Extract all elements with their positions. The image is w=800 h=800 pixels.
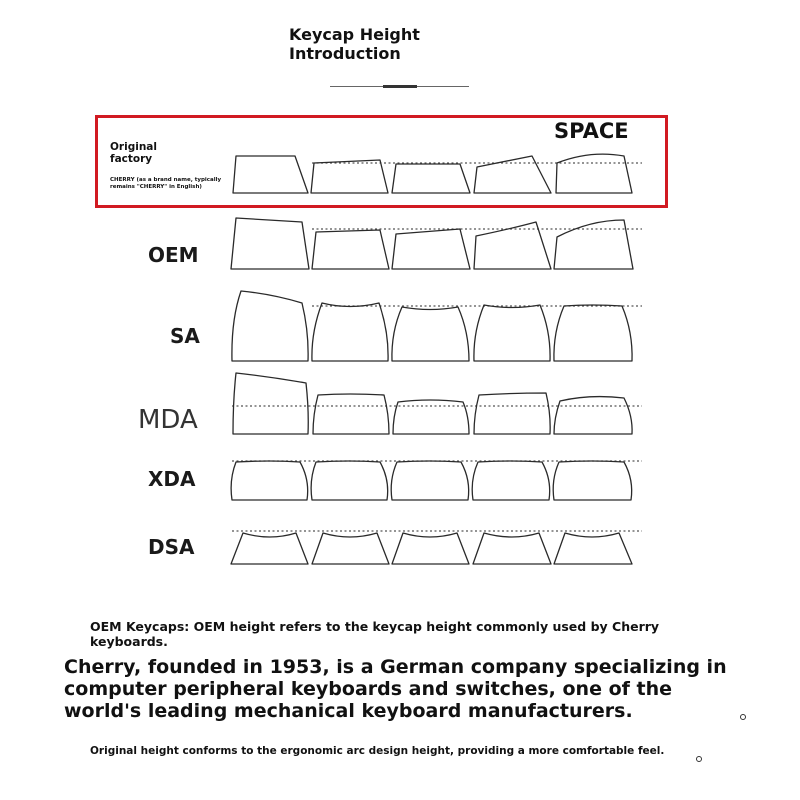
oem-keycap-1 (231, 218, 309, 269)
profile-label-mda: MDA (138, 405, 198, 435)
space-label: SPACE (554, 119, 629, 143)
mda-keycap-4 (474, 393, 550, 434)
page-title: Keycap Height Introduction (289, 25, 420, 63)
xda-keycap-4 (472, 461, 550, 500)
ergonomic-caption: Original height conforms to the ergonomic arc design height, providing a more comfortable feel. (90, 745, 665, 757)
decorative-circle (696, 756, 702, 762)
dsa-keycap-2 (312, 533, 389, 564)
dsa-keycap-5 (554, 533, 632, 564)
sa-keycap-4 (474, 305, 550, 361)
profile-label-sa: SA (170, 324, 200, 348)
sa-keycap-1 (232, 291, 308, 361)
oem-keycap-2 (312, 230, 389, 269)
decorative-circle (740, 714, 746, 720)
cherry-keycap-2 (311, 160, 388, 193)
sa-keycap-2 (312, 303, 388, 361)
xda-keycap-1 (231, 461, 308, 500)
dsa-keycap-4 (473, 533, 551, 564)
profile-label-dsa: DSA (148, 535, 195, 559)
cherry-keycap-1 (233, 156, 308, 193)
profile-label-oem: OEM (148, 243, 199, 267)
cherry-keycap-4 (474, 156, 551, 193)
dsa-keycap-3 (392, 533, 469, 564)
mda-keycap-3 (393, 400, 469, 434)
xda-keycap-3 (391, 461, 469, 500)
original-factory-label: Original factory (110, 141, 157, 165)
cherry-brand-note: CHERRY (as a brand name, typically remains "CHERRY" in English) (110, 177, 222, 190)
sa-keycap-5 (554, 305, 632, 361)
sa-keycap-3 (392, 307, 469, 361)
oem-keycap-4 (474, 222, 551, 269)
dsa-keycap-1 (231, 533, 308, 564)
xda-keycap-2 (311, 461, 388, 500)
oem-keycap-5 (554, 220, 633, 269)
mda-keycap-5 (554, 397, 632, 434)
oem-caption: OEM Keycaps: OEM height refers to the keycap height commonly used by Cherry keyboards. (90, 619, 660, 649)
xda-keycap-5 (553, 461, 632, 500)
mda-keycap-2 (313, 394, 389, 434)
oem-keycap-3 (392, 229, 470, 269)
cherry-keycap-3 (392, 164, 470, 193)
cherry-keycap-5 (556, 154, 632, 193)
cherry-caption: Cherry, founded in 1953, is a German company specializing in computer peripheral keyboards and switches, one of the world's leading mechanical keyboard manufacturers. (64, 656, 727, 722)
profile-label-xda: XDA (148, 467, 196, 491)
mda-keycap-1 (233, 373, 308, 434)
